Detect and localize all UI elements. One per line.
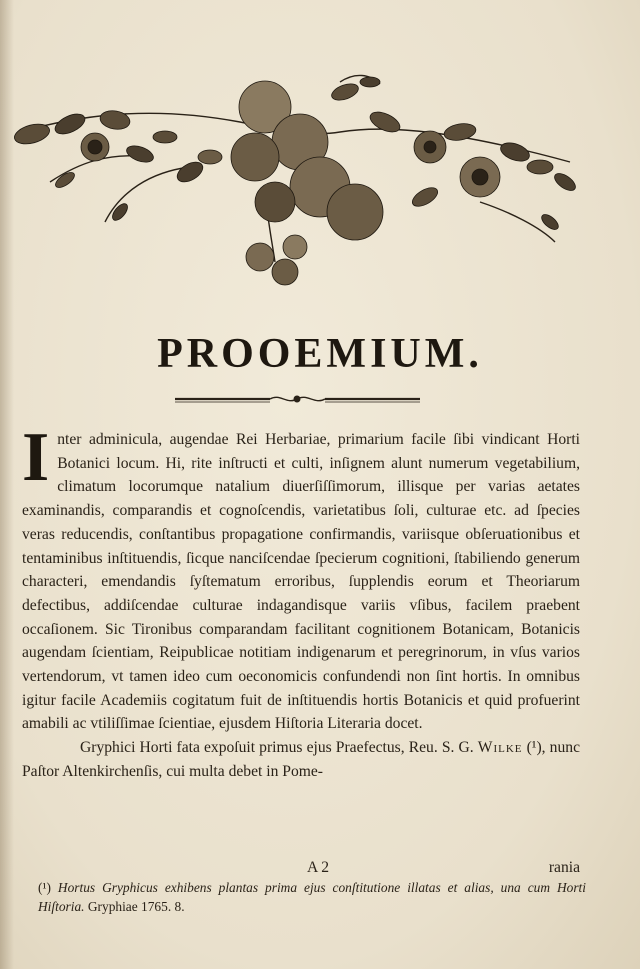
signature-mark: A 2 [307,859,330,876]
footnote-reference: (¹), [526,739,546,757]
paragraph-1 [22,419,580,736]
floral-vignette-icon [10,62,590,297]
footnote [38,878,586,916]
main-text [22,419,580,784]
author-name: Wilke [477,739,523,757]
drop-cap: I [22,419,50,496]
paragraph-1-text: nter adminicula, augendae Rei Herbariae, primarium facile ſibi vindicant Horti Botanici locum. Hi, rite inſtructi et culti, inſignem alunt numerum vegetabilium, climatum locorumque natalium diuerſiſſimorum, illisque per varias aetates examinandis, comparandis et cognoſcendis, varietatibus ſoli, culturae etc. ad ſpecies veras reducendis, conſtantibus propagatione confirmandis, variisque obſeruationibus et tentaminibus inſtituendis, ſicque nanciſcendae ſpecierum cognitioni, ſtabiliendo generum characteri, emendandis ſyſtematum erroribus, ſupplendis eorum et Theoriarum defectibus, addiſcendae culturae indagandisque variis vſibus, facilem praebent occaſionem. Sic Tironibus comparandam facilitant cognitionem Botanicam, Botanicis augendam ſcientiam, Reipublicae notitiam indigenarum et peregrinorum, in vſus varios vertendorum, vt tamen ideo cum oeconomicis confundendi non ſint hortis. In omnibus igitur facile Academiis cogitatum fuit de inſtituendis hortis Botanicis et quid profuerint amabili ac vtiliſſimae ſcientiae, ejusdem Hiſtoria Literaria docet. [22,431,580,733]
footnote-plain-text: Gryphiae 1765. 8. [87,899,185,914]
catchword: rania [548,859,580,876]
page-title: PROOEMIUM. [157,331,483,377]
paragraph-2 [22,736,580,783]
paragraph-2-before-name: Gryphici Horti fata expoſuit primus ejus Praefectus, Reu. S. G. [80,739,474,757]
paragraph-2-after-name: nunc Paſtor Altenkirchenſis, cui multa debet in Pome- [22,739,580,780]
footnote-italic-text: Hortus Gryphicus exhibens plantas prima ejus conſtitutione illatas et alias, una cum Horti Hiſtoria. [38,880,586,914]
ornamental-rule-icon [175,392,420,406]
footnote-marker: (¹) [38,880,51,895]
